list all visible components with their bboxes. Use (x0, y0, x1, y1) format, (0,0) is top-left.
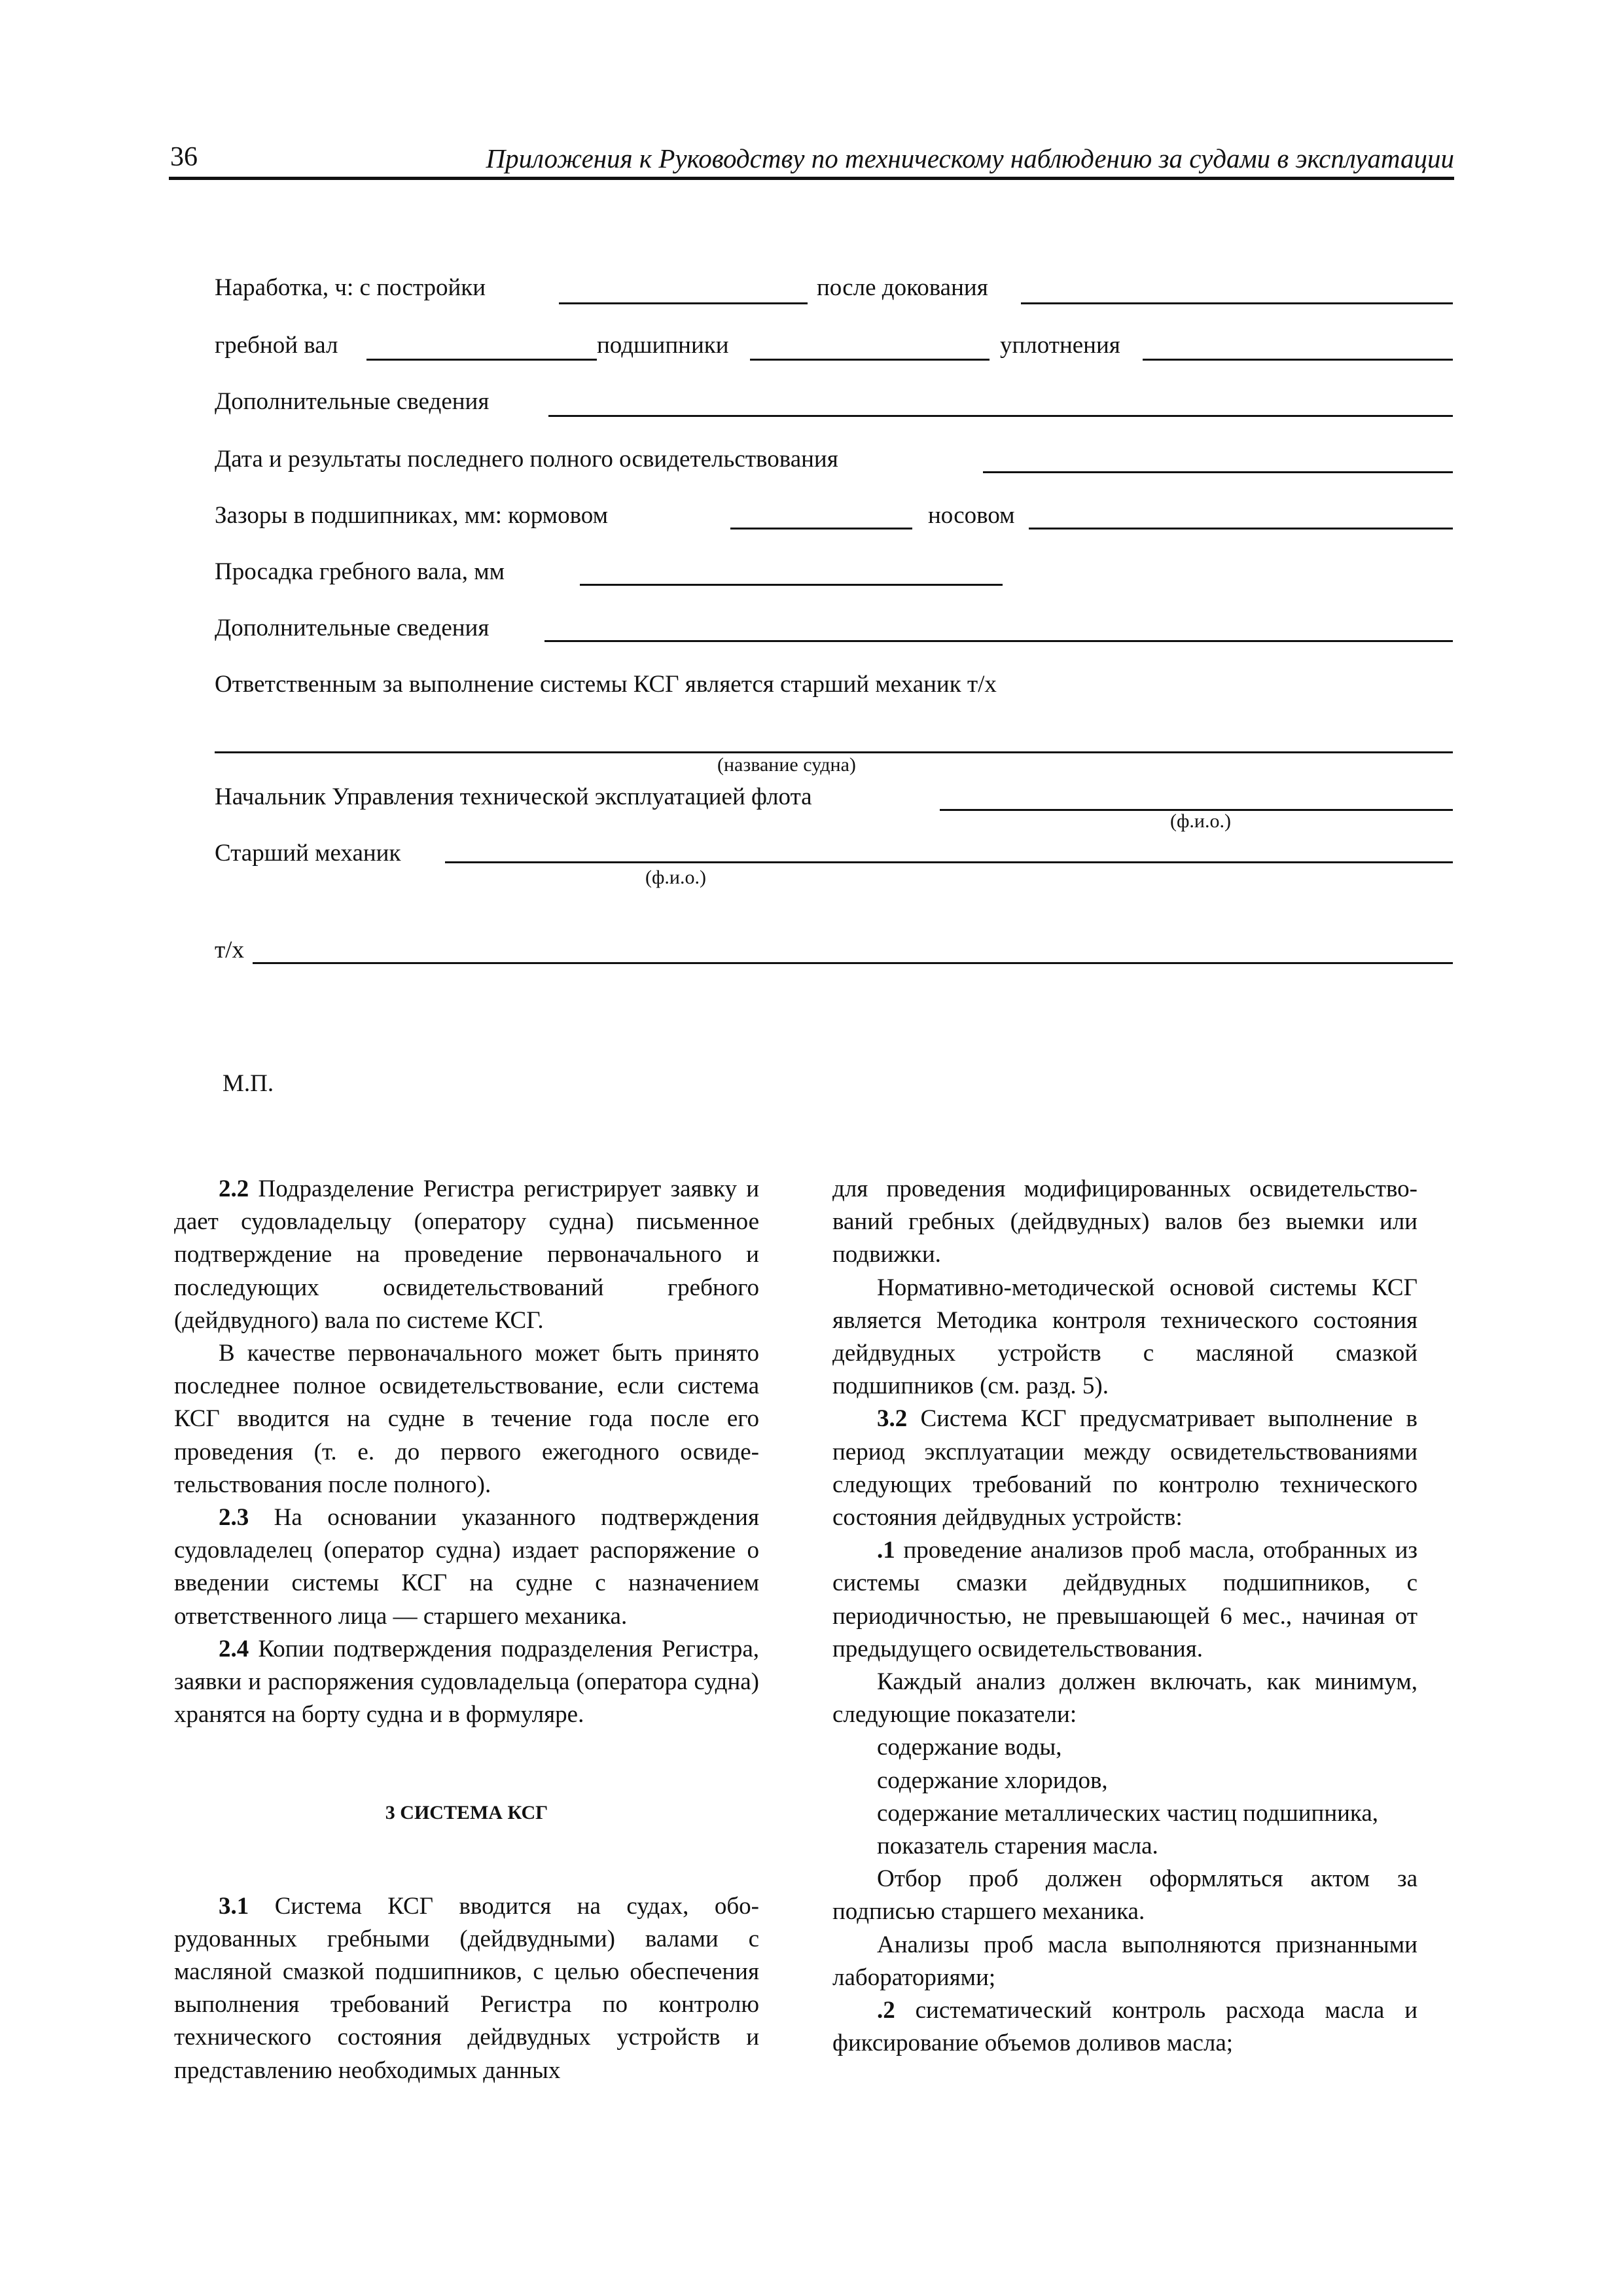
paragraph-method: Нормативно-методической основой системы КСГ является Методика контроля технического состояния дейдвудных устройств с масляной смазкой подшипников (см. разд. 5). (832, 1274, 1418, 1400)
indicator-item: показатель старения масла. (877, 1833, 1158, 1860)
shaft-label: гребной вал (215, 332, 338, 359)
clause-number: 2.2 (219, 1175, 249, 1202)
last-survey-label: Дата и результаты последнего полного освидетельствования (215, 446, 838, 473)
item-text: проведение анализов проб масла, отобранных из системы смазки дейдвудных подшипников, с периодичностью, не превышающей 6 мес., начиная от предыдущего освидетельствования. (832, 1537, 1418, 1662)
paragraph-3-2 (832, 1403, 1418, 1534)
paragraph-2-3 (174, 1501, 759, 1633)
last-survey-field[interactable] (983, 471, 1453, 473)
responsible-label: Ответственным за выполнение системы КСГ является старший механик т/х (215, 671, 997, 698)
paragraph-3-1-cont: для проведения модифицированных освидетельство-ваний гребных (дейдвудных) валов без выемки или подвижки. (832, 1175, 1418, 1268)
page-number: 36 (170, 142, 198, 172)
additional-info-label-2: Дополнительные сведения (215, 615, 490, 641)
paragraph-2-2 (174, 1173, 759, 1337)
clause-number: 3.1 (219, 1892, 249, 1920)
paragraph-sampling: Отбор проб должен оформляться актом за подписью старшего механика. (832, 1865, 1418, 1926)
head-fio-caption: (ф.и.о.) (1170, 810, 1231, 832)
hours-label: Наработка, ч: с постройки (215, 274, 486, 301)
additional-info-field[interactable] (548, 415, 1453, 417)
item-number: .1 (877, 1537, 895, 1564)
indicator-item: содержание воды, (877, 1734, 1062, 1761)
indicator-item: содержание хлоридов, (877, 1767, 1108, 1794)
ship-field[interactable] (253, 962, 1453, 964)
ship-label: т/х (215, 937, 244, 963)
section-heading: 3 СИСТЕМА КСГ (385, 1802, 548, 1824)
left-column (174, 1173, 759, 2087)
shaft-sag-label: Просадка гребного вала, мм (215, 558, 505, 585)
paragraph-text: Система КСГ вводится на судах, обо-рудованных гребными (дейдвудными) валами с масляной смазкой подшипников, с целью обеспечения выполнения требований Регистра по контролю технического состояния дейдвудных устройств и представлению необходимых данных (174, 1892, 760, 2084)
paragraph-text: На основании указанного подтверждения судовладелец (оператор судна) издает распоряжение о введении системы КСГ на судне с назначением ответственного лица — старшего механика. (174, 1504, 760, 1630)
right-column (832, 1173, 1418, 2060)
ship-name-field[interactable] (215, 751, 1453, 753)
seals-label: уплотнения (1000, 332, 1120, 359)
after-docking-label: после докования (817, 274, 988, 301)
item-text: систематический контроль расхода масла и фиксирование объемов доливов масла; (832, 1997, 1418, 2057)
indicator-item: содержание металлических частиц подшипника, (877, 1799, 1379, 1827)
item-2 (832, 1994, 1418, 2060)
ship-name-caption: (название судна) (717, 754, 856, 776)
clause-number: 2.3 (219, 1504, 249, 1532)
bow-clearance-field[interactable] (1029, 528, 1453, 529)
clearances-label: Зазоры в подшипниках, мм: кормовом (215, 502, 609, 529)
head-label: Начальник Управления технической эксплуатацией флота (215, 783, 812, 810)
item-1 (832, 1534, 1418, 1666)
hours-since-build-field[interactable] (559, 302, 808, 304)
additional-info-label: Дополнительные сведения (215, 388, 490, 415)
item-number: .2 (877, 1997, 895, 2024)
additional-info-field-2[interactable] (544, 640, 1453, 642)
aft-clearance-field[interactable] (730, 528, 912, 529)
shaft-sag-field[interactable] (580, 584, 1003, 586)
paragraph-text: Подразделение Регистра регистрирует заявку и дает судовладельцу (оператору судна) письменное подтверждение на проведение первоначального и последующих освидетельствований гребного (дейдвудного) вала по системе КСГ. (174, 1175, 759, 1334)
paragraph-2-2-cont: В качестве первоначального может быть принято последнее полное освидетельствование, если система КСГ вводится на судне в течение года после его проведения (т. е. до первого ежегодного освиде-тельствования после полного). (174, 1340, 759, 1498)
chief-engineer-field[interactable] (445, 861, 1453, 863)
paragraph-3-1 (174, 1890, 759, 2087)
header-rule (169, 177, 1454, 180)
analysis-intro: Каждый анализ должен включать, как минимум, следующие показатели: (832, 1668, 1418, 1729)
shaft-field[interactable] (366, 359, 597, 361)
chief-engineer-fio-caption: (ф.и.о.) (645, 867, 706, 888)
seals-field[interactable] (1143, 359, 1453, 361)
bearings-label: подшипники (597, 332, 729, 359)
paragraph-2-4 (174, 1633, 759, 1732)
seal-place-label: М.П. (223, 1070, 274, 1097)
paragraph-text: Система КСГ предусматривает выполнение в период эксплуатации между освидетельствованиями следующих требований по контролю технического состояния дейдвудных устройств: (832, 1405, 1418, 1532)
hours-after-docking-field[interactable] (1021, 302, 1453, 304)
bow-label: носовом (928, 502, 1015, 529)
bearings-field[interactable] (750, 359, 990, 361)
running-title: Приложения к Руководству по техническому наблюдению за судами в эксплуатации (486, 143, 1454, 173)
clause-number: 3.2 (877, 1405, 908, 1433)
paragraph-labs: Анализы проб масла выполняются признанными лабораториями; (832, 1931, 1418, 1991)
paragraph-text: Копии подтверждения подразделения Регистра, заявки и распоряжения судовладельца (оператора судна) хранятся на борту судна и в формуляре. (174, 1635, 760, 1729)
clause-number: 2.4 (219, 1635, 249, 1662)
chief-engineer-label: Старший механик (215, 840, 401, 867)
